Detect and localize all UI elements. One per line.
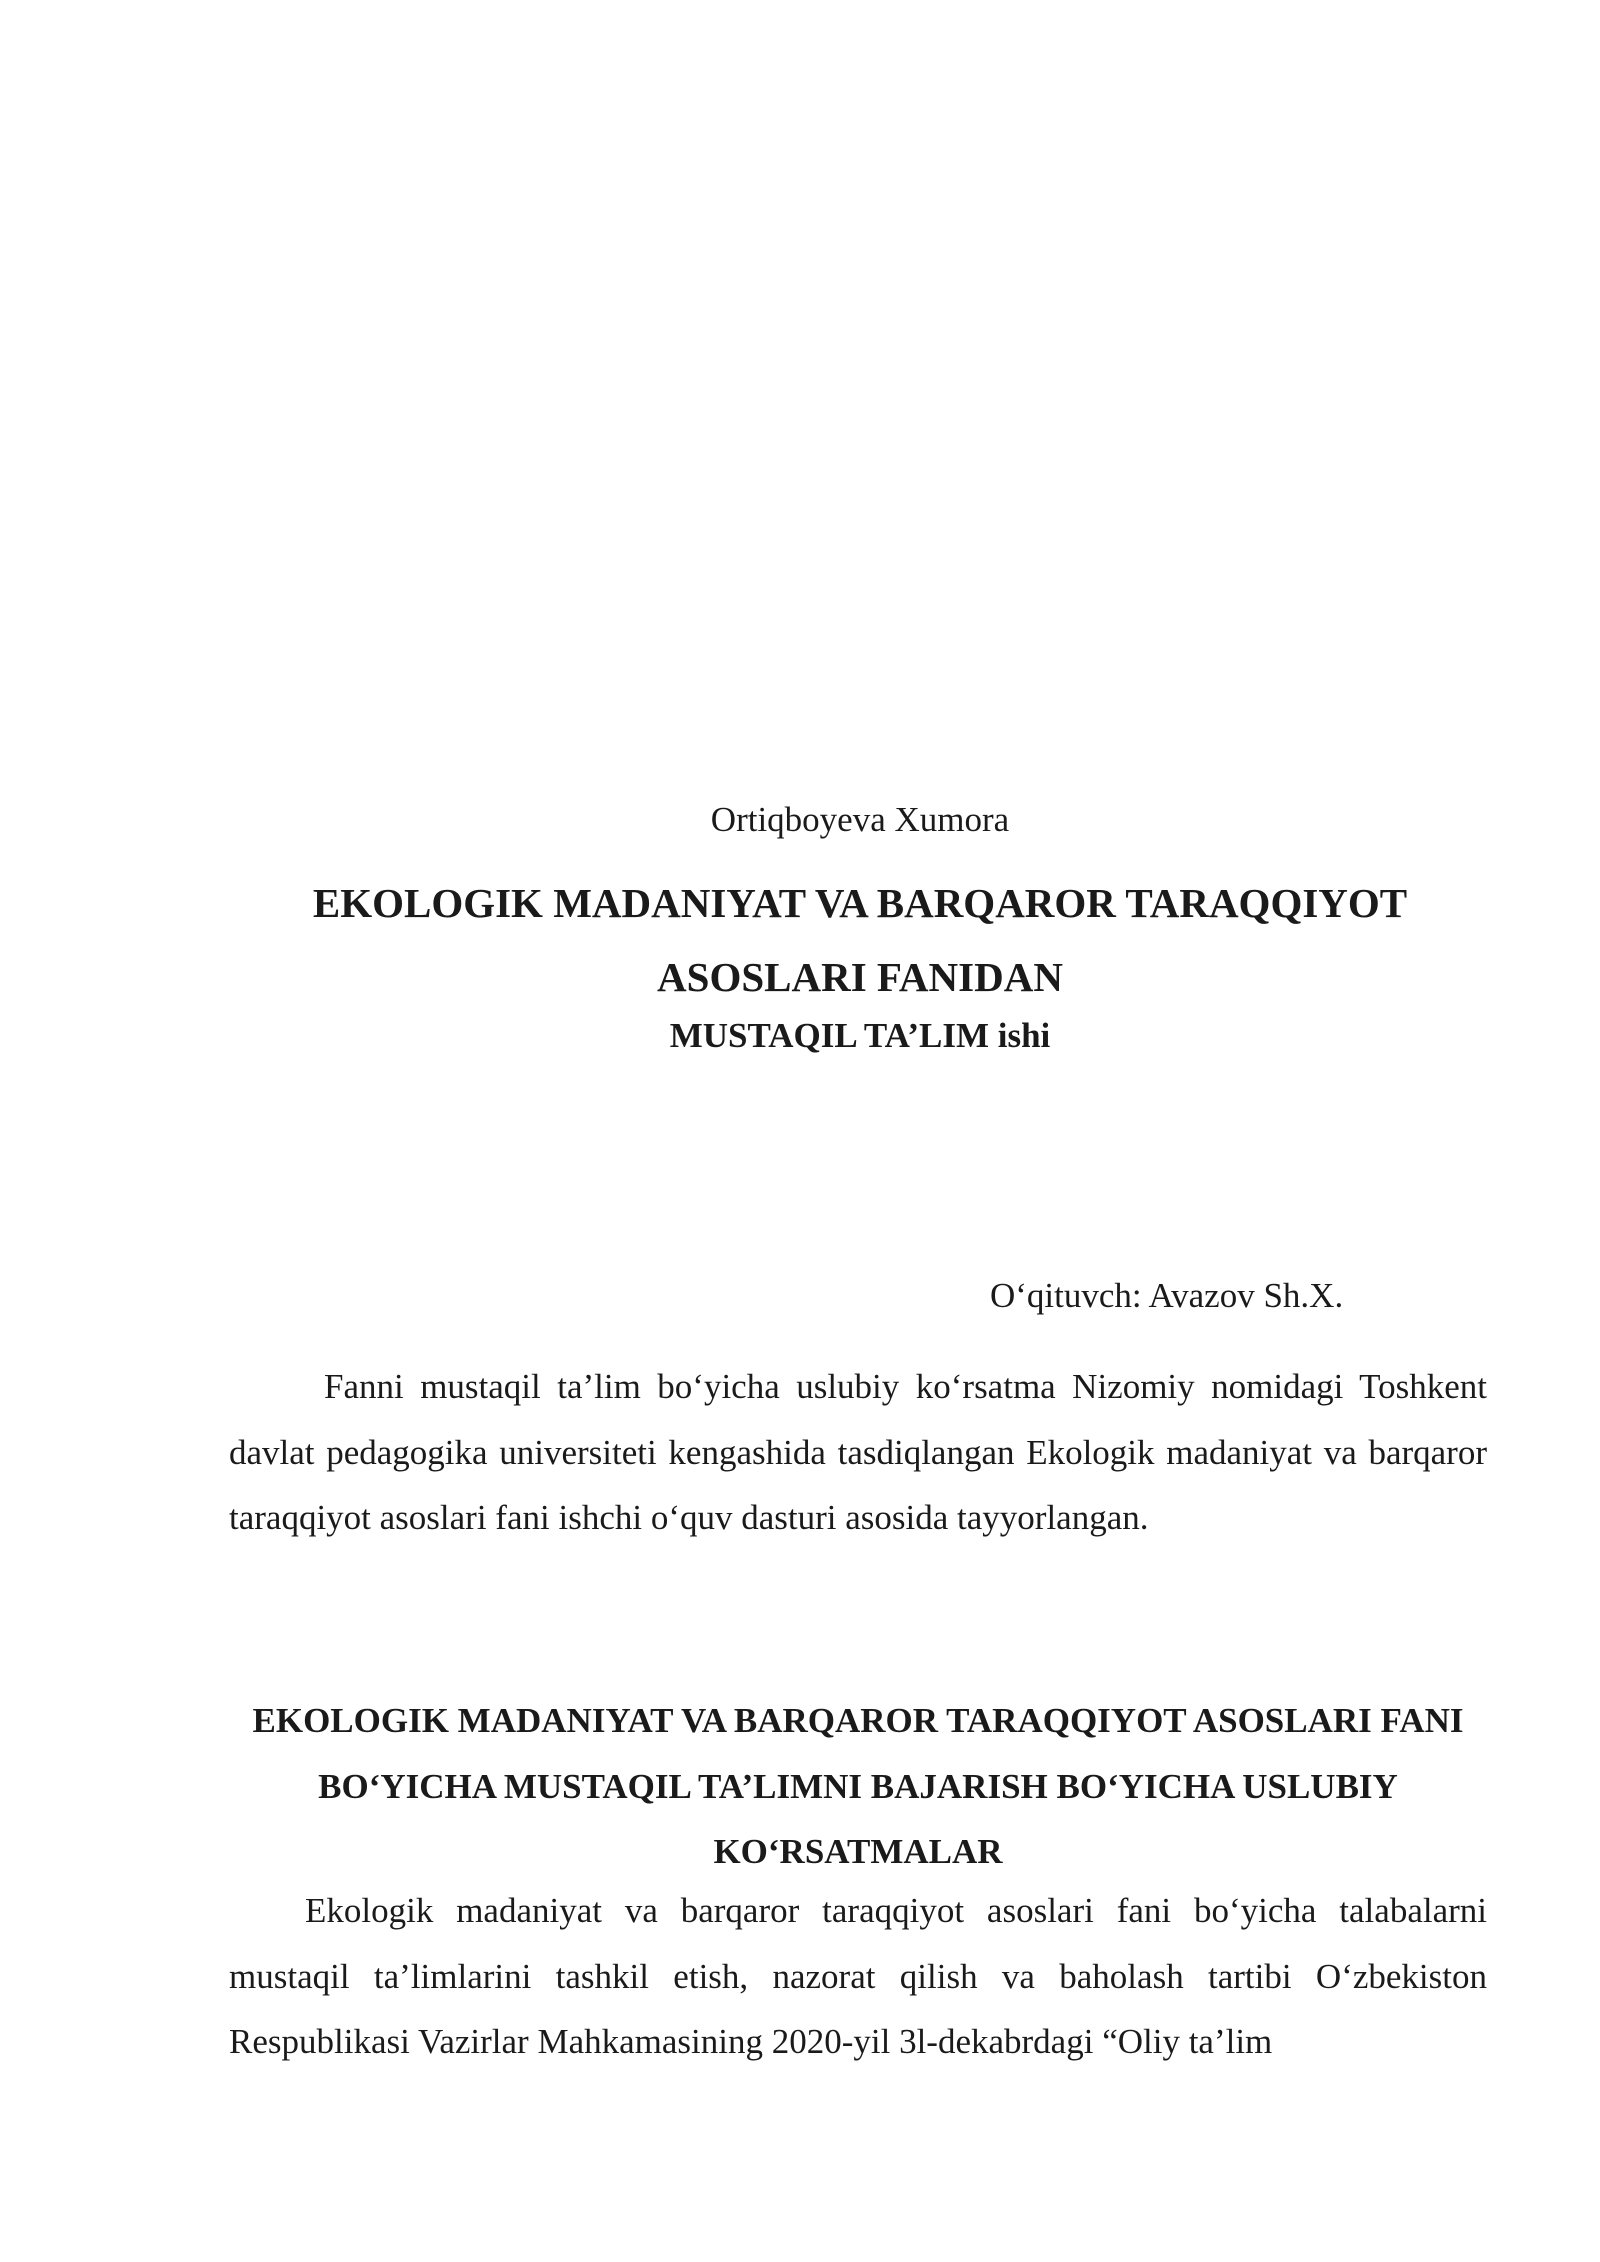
section-heading: EKOLOGIK MADANIYAT VA BARQAROR TARAQQIYOT ASOSLARI FANI BO‘YICHA MUSTAQIL TA’LIMNI BAJARISH BO‘YICHA USLUBIY KO‘RSATMALAR: [252, 1701, 1464, 1871]
document-subtitle: MUSTAQIL TA’LIM ishi: [669, 1016, 1051, 1055]
intro-paragraph: Fanni mustaqil ta’lim bo‘yicha uslubiy ko‘rsatma Nizomiy nomidagi Toshkent davlat pedagogika universiteti kengashida tasdiqlangan Ekologik madaniyat va barqaror taraqqiyot asoslari fani ishchi o‘quv dasturi asosida tayyorlangan.: [229, 1367, 1487, 1537]
document-title: EKOLOGIK MADANIYAT VA BARQAROR TARAQQIYOT ASOSLARI FANIDAN: [312, 880, 1408, 1000]
author-name: Ortiqboyeva Xumora: [710, 800, 1010, 839]
teacher-line: O‘qituvch: Avazov Sh.X.: [990, 1276, 1344, 1315]
body-paragraph: Ekologik madaniyat va barqaror taraqqiyot asoslari fani bo‘yicha talabalarni mustaqil ta’limlarini tashkil etish, nazorat qilish va baholash tartibi O‘zbekiston Respublikasi Vazirlar Mahkamasining 2020-yil 3l-dekabrdagi “Oliy ta’lim: [229, 1891, 1487, 2061]
